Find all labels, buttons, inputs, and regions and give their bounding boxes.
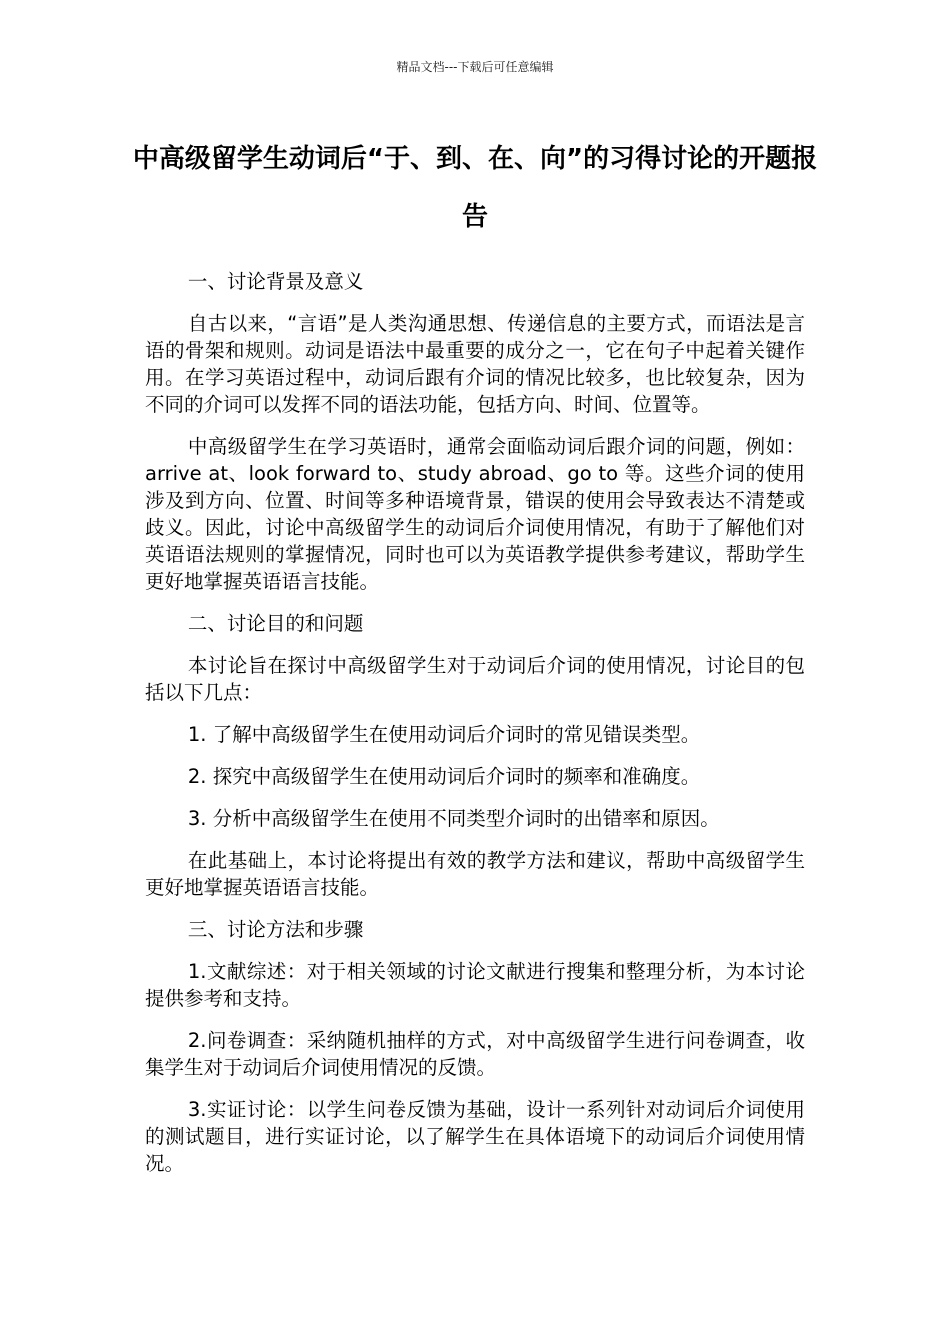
paragraph: 中高级留学生在学习英语时，通常会面临动词后跟介词的问题，例如：arrive at、look forward to、study abroad、go to 等。这些介词的使用涉及到方向、位置、时间等多种语境背景，错误的使用会导致表达不清楚或歧义。因此，讨论中高级留学生的动词后介词使用情况，有助于了解他们对英语语法规则的掌握情况，同时也可以为英语教学提供参考建议，帮助学生更好地掌握英语语言技能。 (145, 435, 805, 593)
paragraph: 本讨论旨在探讨中高级留学生对于动词后介词的使用情况，讨论目的包括以下几点： (145, 654, 805, 704)
paragraph: 在此基础上，本讨论将提出有效的教学方法和建议，帮助中高级留学生更好地掌握英语语言技能。 (145, 849, 805, 899)
paragraph: 自古以来，“言语”是人类沟通思想、传递信息的主要方式，而语法是言语的骨架和规则。动词是语法中最重要的成分之一，它在句子中起着关键作用。在学习英语过程中，动词后跟有介词的情况比较多，也比较复杂，因为不同的介词可以发挥不同的语法功能，包括方向、时间、位置等。 (145, 312, 805, 416)
list-item: 2. 探究中高级留学生在使用动词后介词时的频率和准确度。 (187, 765, 701, 788)
list-item: 2.问卷调查：采纳随机抽样的方式，对中高级留学生进行问卷调查，收集学生对于动词后介词使用情况的反馈。 (145, 1029, 805, 1079)
list-item: 3.实证讨论：以学生问卷反馈为基础，设计一系列针对动词后介词使用的测试题目，进行实证讨论，以了解学生在具体语境下的动词后介词使用情况。 (145, 1098, 805, 1175)
document-body (145, 268, 805, 1192)
section-heading-background: 一、讨论背景及意义 (187, 270, 364, 293)
document-title: 中高级留学生动词后“于、到、在、向”的习得讨论的开题报告 (132, 144, 818, 232)
header-note: 精品文档---下载后可任意编辑 (396, 60, 554, 74)
list-item: 3. 分析中高级留学生在使用不同类型介词时的出错率和原因。 (187, 807, 720, 830)
list-item: 1. 了解中高级留学生在使用动词后介词时的常见错误类型。 (187, 723, 701, 746)
section-heading-methods: 三、讨论方法和步骤 (187, 918, 364, 941)
section-heading-purpose: 二、讨论目的和问题 (187, 612, 364, 635)
list-item: 1.文献综述：对于相关领域的讨论文献进行搜集和整理分析，为本讨论提供参考和支持。 (145, 960, 805, 1010)
